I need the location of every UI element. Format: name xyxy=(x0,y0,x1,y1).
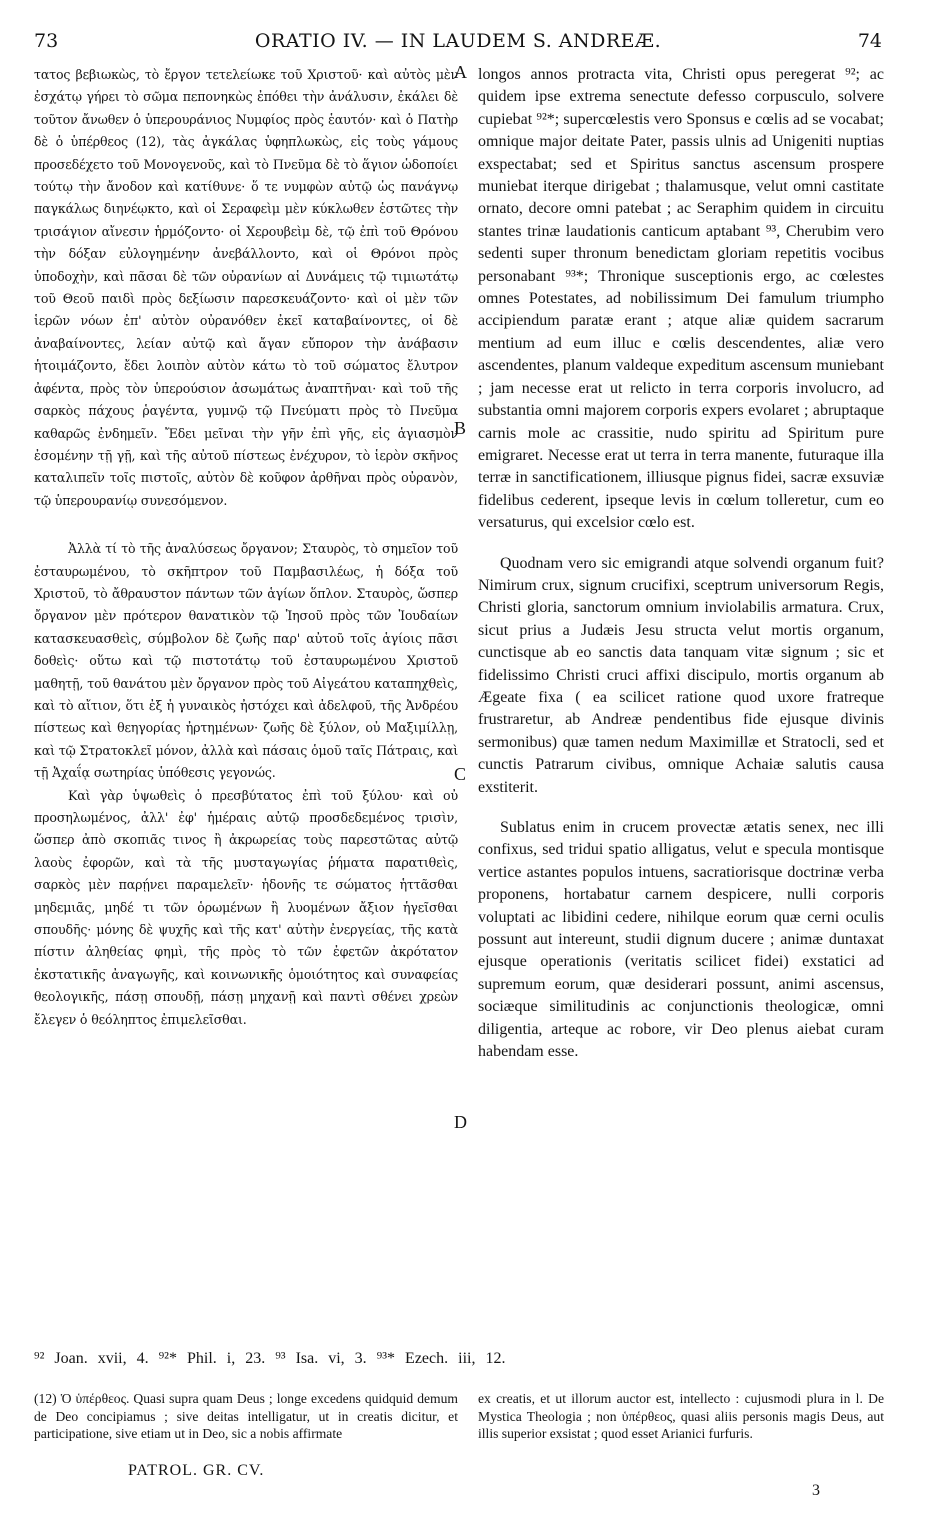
margin-mark-d: D xyxy=(454,1112,467,1132)
page-number-left: 73 xyxy=(34,30,59,52)
page-number-right: 74 xyxy=(857,30,882,52)
footnote-12-text: (12) Ὁ ὑπέρθεος. Quasi supra quam Deus ; longe excedens quidquid demum de Deo concipiamus ; sive deitas intelligatur, ut in creatis dicitur, et participatione, sive etiam ut in Deo, sic a nobis affirmate xyxy=(34,1391,458,1442)
latin-paragraph-3: Sublatus enim in crucem provectæ ætatis senex, nec illi confixus, sed tridui spatio alligatus, velut e specula montisque vertice astantes populos intuens, sacratiorisque doctrinæ verba proponens, hortabatur carnem despicere, nulli corporis voluptati ac libidini cedere, nihilque eorum quæ cerni oculis possunt aut intereunt, studii dignum ducere ; animæ duntaxat ejusque operationis (veritatis scilicet fidei) exstatici ad supremum eorum, quæ desiderari possunt, animi ascensus, sociæque similitudinis ac conjunctionis theologicæ, omni diligentia, arteque ac robore, vir Deo plenus aiebat curam habendam esse. xyxy=(478,819,884,1061)
footnote-left xyxy=(34,1390,458,1443)
greek-paragraph-2: Ἀλλὰ τί τὸ τῆς ἀναλύσεως ὄργανον; Σταυρὸς, τὸ σημεῖον τοῦ ἐσταυρωμένου, τὸ σκῆπτρον τοῦ Παμβασιλέως, ἡ δόξα τοῦ Χριστοῦ, τὸ ἄθραυστον πάντων τῶν ἁγίων ὅπλον. Σταυρὸς, ὥσπερ ὄργανον μὲν πρότερον θανατικὸν τῷ Ἰησοῦ πρὸς τῶν Ἰουδαίων κατασκευασθεὶς, σύμβολον δὲ ζωῆς παρ' αὐτοῦ τοῖς ἁγίοις πᾶσι δοθεὶς· οὕτω καὶ τῷ πιστοτάτῳ τοῦ ἐσταυρωμένου Χριστοῦ μαθητῇ, τοῦ θανάτου μὲν ὄργανον πρὸς τοῦ Αἰγεάτου καταπηχθεὶς, καὶ τὸ αἴτιον, ὅτι ἐξ ἡ γυναικὸς ἠστόχει καὶ ἀδελφοῦ, τῆς Ἀνδρέου πίστεως καὶ θεηγορίας ἠρτημένων· ζωῆς δὲ ξύλον, οὐ Μαξιμίλλῃ, καὶ τῷ Στρατοκλεῖ μόνον, ἀλλὰ καὶ πάσαις ὁμοῦ ταῖς Πάτραις, καὶ τῇ Ἀχαΐᾳ σωτηρίας ὑπόθεσις γεγονώς. xyxy=(34,541,458,781)
margin-mark-b: B xyxy=(454,418,467,438)
scripture-references: ⁹² Joan. xvii, 4. ⁹²* Phil. i, 23. ⁹³ Isa. vi, 3. ⁹³* Ezech. iii, 12. xyxy=(34,1350,506,1367)
greek-paragraph-3: Καὶ γὰρ ὑψωθεὶς ὁ πρεσβύτατος ἐπὶ τοῦ ξύλου· καὶ οὐ προσηλωμένος, ἀλλ' ἐφ' ἡμέραις αὐτῷ προσδεδεμένος τρισὶν, ὥσπερ ἀπὸ σκοπιᾶς τινος ἢ ἀκρωρείας τοὺς παρεστῶτας αὐτῷ λαοὺς ἐφορῶν, καὶ τὰ τῆς μυσταγωγίας ῥήματα παρατιθεὶς, σαρκὸς μὲν παρῄνει παραμελεῖν· ἡδονῆς τε σώματος ἡττᾶσθαι μηδεμιᾶς, μηδέ τι τῶν ὁρωμένων ἢ λυομένων ἄξιον ἡγεῖσθαι σπουδῆς· μόνης δὲ ψυχῆς καὶ τῆς κατ' αὐτὴν ἐνεργείας, τῆς κατὰ πίστιν ἀληθείας φημὶ, τῆς πρὸς τὸ τῶν ἐφετῶν ἀκρότατον ἐκστατικῆς ἀναγωγῆς, καὶ κοινωνικῆς ὁμοιότητος καὶ συναφείας θεολογικῆς, πάσῃ σπουδῇ, πάσῃ μηχανῇ καὶ παντὶ σθένει χρεὼν ἔλεγεν ὁ θεόληπτος ἐπιμελεῖσθαι. xyxy=(34,787,458,1027)
greek-column xyxy=(34,64,458,1031)
greek-paragraph-1: τατος βεβιωκὼς, τὸ ἔργον τετελείωκε τοῦ Χριστοῦ· καὶ αὐτὸς μὲν ἐσχάτῳ γήρει τὸ σῶμα πεπονηκὼς ἐπόθει τὴν ἀνάλυσιν, ἐκάλει δὲ τοῦτον ἄνωθεν ὁ ὑπερουράνιος Νυμφίος πρὸς ἑαυτόν· καὶ ὁ Πατὴρ δὲ ὁ ὑπέρθεος (12), τὰς ἀγκάλας ὑφηπλωκὼς, εἰς τοὺς γάμους προσεδέχετο τοῦ Μονογενοῦς, καὶ τὸ Πνεῦμα δὲ τὸ ἅγιον ὡδοποίει τούτῳ τὴν ἄνοδον καὶ κατίθυνε· ὅ τε νυμφὼν αὐτῷ ὡς πανάγνῳ παγκάλως διηνέῳκτο, καὶ οἱ Σεραφεὶμ μὲν κύκλωθεν ἑστῶτες τὴν τρισάγιον αἴνεσιν ἡρμόζοντο· οἱ Χερουβεὶμ δὲ, τῷ ἐπὶ τοῦ Θρόνου τὴν δόξαν εὐλογημένην ἀνεβάλλοντο, καὶ οἱ Θρόνοι πρὸς ὑποδοχὴν, καὶ πᾶσαι δὲ τῶν οὐρανίων αἱ Δυνάμεις τῷ τιμιωτάτῳ τοῦ Θεοῦ παιδὶ πρὸς δεξίωσιν παρεσκευάζοντο· καὶ οἱ μὲν τῶν ἱερῶν νόων ἐπ' αὐτὸν οὐρανόθεν ἐκεῖ καταβαίνοντες, οἱ δὲ ἀναβαίνοντες, λείαν αὐτῷ καὶ ἄγαν εὔπορον τὴν ἀνάβασιν ἡτοιμάζοντο, ἔδει λοιπὸν αὐτὸν κάτω τὸ τοῦ σώματος ἔλυτρον ἀφέντα, πρὸς τὸν ὑπερούσιον ἀσωμάτως ἀναπτῆναι· καὶ τοῦ τῆς σαρκὸς πάχους ῥαγέντα, γυμνῷ τῷ Πνεύματι πρὸς τὸ Πνεῦμα καθαρῶς ἐνδημεῖν. Ἔδει μεῖναι τὴν γῆν ἐπὶ γῆς, εἰς ἁγιασμὸν ἐσομένην τῇ γῇ, καὶ τῆς αὐτοῦ πίστεως ἐνέχυρον, τὸ ἱερὸν σκῆνος καταλιπεῖν τοῖς πιστοῖς, αὐτὸν δὲ κοῦφον ἀρθῆναι πρὸς οὐρανὸν, τῷ ὑπερουρανίῳ συνεσόμενον. xyxy=(34,67,458,508)
running-title: ORATIO IV. — IN LAUDEM S. ANDREÆ. xyxy=(254,30,662,52)
printer-signature: PATROL. GR. CV. xyxy=(128,1462,265,1479)
footnote-12-continued: ex creatis, et ut illorum auctor est, intellecto : cujusmodi plura in l. De Mystica Theologia ; non ὑπέρθεος, quasi aliis personis magis Deus, aut illis superior exsistat ; quod esset Arianici furfuris. xyxy=(478,1391,884,1442)
margin-mark-c: C xyxy=(454,764,467,784)
footnote-right xyxy=(478,1390,884,1443)
running-header xyxy=(34,30,882,58)
latin-column xyxy=(478,64,884,1063)
sheet-number: 3 xyxy=(812,1482,820,1499)
margin-mark-a: A xyxy=(454,62,467,82)
latin-paragraph-1: longos annos protracta vita, Christi opus peregerat ⁹²; ac quidem ipse extrema senectute defesso corpusculo, solvere cupiebat ⁹²*; supercœlestis vero Sponsus e cœlis ad se vocabat; omnique major deitate Pater, passis ulnis ad Unigeniti nuptias exspectabat; sed et Spiritus sanctus ascensum prospere muniebat iterque dirigebat ; thalamusque, velut omni castitate ornato, decore omni patebat ; ac Seraphim quidem in circuitu stantes trinæ laudationis canticum aptabant ⁹³, Cherubim vero sedenti super thronum benedictam gloriam repetitis vocibus personabant ⁹³*; Thronique susceptionis ergo, ac cœlestes omnes Potestates, ad nobilissimum Dei famulum triumpho accipiendum paratæ erant ; atque aliæ quidem sacrarum mentium ad eum illuc e cœlis descendentes, aliæ vero ascendentes, planum valdeque expeditum ascensum muniebant ; jam necesse erat ut relicto in terra corporis involucro, ad substantia omni majorem corporis expers evolaret ; abruptaque carnis mole ac crassitie, nudo spiritu ad Spiritum pure emigraret. Necesse erat ut terra in terra manente, futuraque illa terræ in sanctificationem, illiusque pignus fidei, sacræ exsuviæ fidelibus cederent, ipseque levis in cœlum tolleretur, cum eo versaturus, qui excelsior cœlo est. xyxy=(478,66,884,532)
latin-paragraph-2: Quodnam vero sic emigrandi atque solvendi organum fuit? Nimirum crux, signum crucifixi, sceptrum universorum Regis, Christi gloria, sanctorum omnium inviolabilis armatura. Crux, sicut prius a Judæis Jesu structa velut mortis organum, cunctisque ab eo sanctis data tanquam vitæ signum ; sic et fidelissimo Christi cruci affixi discipulo, mortis organum ab Ægeate fixa ( ea scilicet ratione quod uxore fratreque frustraretur, ab Andreæ pendentibus fide ejusque divinis sermonibus) quæ tamen nedum Maximillæ et Stratocli, sed et cunctis Patrarum civibus, omnique Achaiæ salutis causa exstiterit. xyxy=(478,554,884,796)
